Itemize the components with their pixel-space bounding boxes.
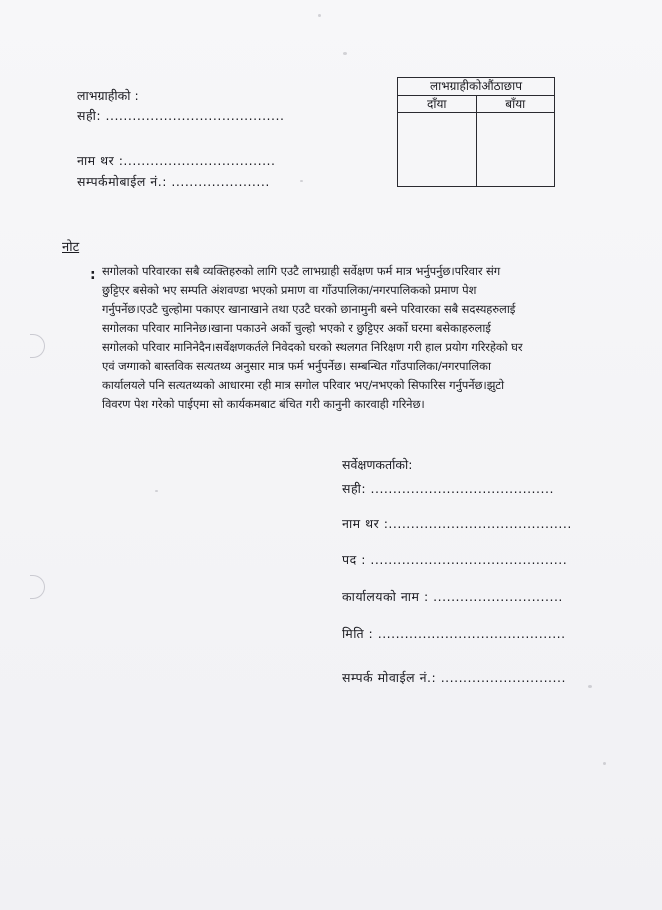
note-line: सगोलको परिवारका सबै व्यक्तिहरुको लागि एउटै लाभग्राही सर्वेक्षण फर्म मात्र भर्नुपर्नुछ।परिवार संग: [102, 264, 501, 278]
note-body: [102, 262, 610, 414]
scan-speck: [300, 180, 303, 182]
note-line: एवं जग्गाको बास्तविक सत्यतथ्य अनुसार मात्र फर्म भर्नुपर्नेछ। सम्बन्धित गाँउपालिका/नगरपालिका: [102, 359, 491, 373]
surveyor-office-field[interactable]: कार्यालयको नाम : .............................: [342, 589, 563, 604]
note-line: कार्यालयले पनि सत्यतथ्यको आधारमा रही मात्र सगोल परिवार भए/नभएको सिफारिस गर्नुपर्नेछ।झुटो: [102, 378, 504, 392]
scan-speck: [318, 14, 321, 17]
punch-hole-mark: [30, 334, 45, 358]
note-line: सगोलका परिवार मानिनेछ।खाना पकाउने अर्को चुल्हो भएको र छुट्टिएर अर्को घरमा बसेकाहरुलाई: [102, 321, 491, 335]
thumbprint-right-cell[interactable]: [398, 113, 477, 186]
thumbprint-right-label: दाँया: [398, 96, 477, 112]
note-line: छुट्टिएर बसेको भए सम्पति अंशवण्डा भएको प्रमाण वा गाँउपालिका/नगरपालिकको प्रमाण पेश: [102, 283, 477, 297]
thumbprint-headers: [398, 96, 554, 113]
beneficiary-signature-field[interactable]: सही: ........................................: [77, 108, 285, 123]
note-colon: :: [90, 267, 96, 283]
surveyor-name-field[interactable]: नाम थर :.........................................: [342, 516, 572, 531]
surveyor-post-field[interactable]: पद : ............................................: [342, 552, 568, 567]
thumbprint-left-label: बाँया: [505, 97, 526, 111]
beneficiary-heading: लाभग्राहीको :: [77, 88, 139, 103]
scan-speck: [588, 685, 592, 688]
thumbprint-left-cell[interactable]: [477, 113, 555, 186]
surveyor-date-field[interactable]: मिति : ..........................................: [342, 626, 566, 641]
beneficiary-name-field[interactable]: नाम थर :..................................: [77, 153, 276, 168]
note-line: सगोलको परिवार मानिनेदैन।सर्वेक्षणकर्तले निवेदको घरको स्थलगत निरिक्षण गरी हाल प्रयोग गरिरहेको घर: [102, 340, 523, 354]
note-title: नोट: [62, 240, 80, 255]
surveyor-heading: सर्वेक्षणकर्ताको:: [342, 457, 413, 472]
note-line: विवरण पेश गरेको पाईएमा सो कार्यकमबाट बंचित गरी कानुनी कारवाही गरिनेछ।: [102, 397, 425, 411]
scan-speck: [155, 490, 158, 492]
scan-speck: [343, 52, 347, 55]
surveyor-signature-field[interactable]: सही: .........................................: [342, 481, 554, 496]
thumbprint-cells: [398, 113, 554, 186]
punch-hole-mark: [30, 575, 45, 599]
thumbprint-title: लाभग्राहीकोऔंठाछाप: [398, 78, 554, 96]
thumbprint-box: [397, 77, 555, 187]
surveyor-mobile-field[interactable]: सम्पर्क मोवाईल नं.: ............................: [342, 670, 566, 685]
beneficiary-mobile-field[interactable]: सम्पर्कमोबाईल नं.: ......................: [77, 174, 270, 189]
scan-speck: [603, 762, 606, 765]
note-line: गर्नुपर्नेछ।एउटै चुल्होमा पकाएर खानाखाने तथा एउटै घरको छानामुनी बस्ने परिवारका सबै सदस्यहरुलाई: [102, 302, 516, 316]
